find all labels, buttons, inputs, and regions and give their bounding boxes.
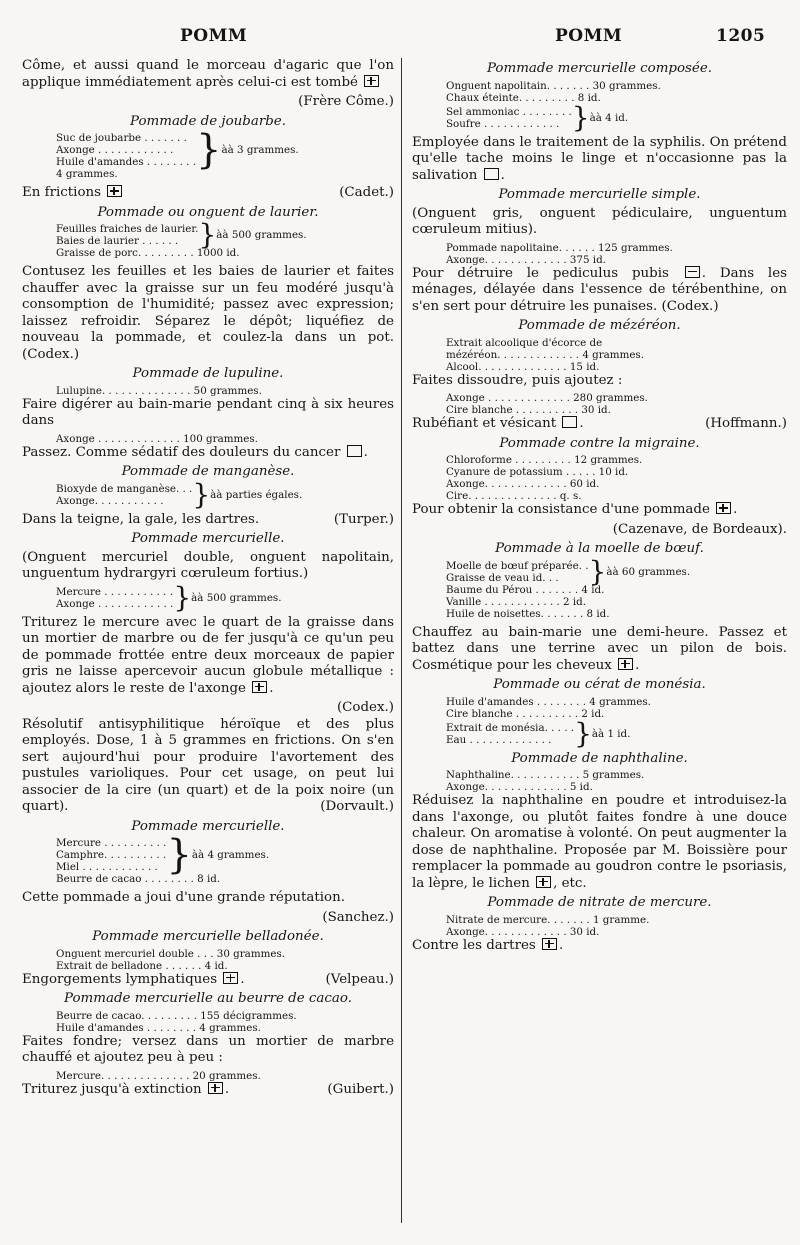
citation: (Velpeau.) — [325, 971, 394, 987]
ingredient-line — [412, 478, 599, 490]
ingredient-table — [22, 218, 307, 259]
ingredient-line — [22, 385, 262, 397]
ingredient-table — [412, 554, 691, 620]
brace-symbol: } — [166, 832, 192, 878]
ingredient-name: Feuilles fraiches de laurier. — [56, 223, 199, 235]
citation: (Hoffmann.) — [705, 416, 787, 431]
recipe-heading: Pommade de joubarbe. — [130, 113, 286, 129]
ingredient-line — [412, 696, 651, 708]
ingredient-text: Beurre de cacao. . . . . . . . . 155 décigrammes. — [56, 1009, 297, 1022]
brace-symbol: } — [192, 477, 211, 511]
ingredient-name: Huile d'amandes . . . . . . . . — [56, 156, 196, 168]
ingredient-line: 4 grammes. — [56, 168, 118, 180]
ingredient-text: Chaux éteinte. . . . . . . . . 8 id. — [446, 91, 601, 104]
ingredient-line — [412, 781, 593, 793]
empty-box-icon — [484, 168, 499, 180]
ingredient-name: Axonge . . . . . . . . . . . . — [56, 144, 174, 156]
brace-symbol: } — [574, 716, 592, 750]
recipe-heading: Pommade mercurielle composée. — [486, 61, 713, 76]
ingredient-name: Soufre . . . . . . . . . . . . — [446, 117, 560, 130]
paragraph: Dans la teigne, la gale, les dartres. (Turper.) — [22, 511, 394, 527]
ingredient-line — [412, 349, 644, 361]
ingredient-text: Huile d'amandes . . . . . . . . 4 grammes. — [56, 1021, 261, 1034]
recipe-heading: Pommade contre la migraine. — [499, 435, 700, 451]
brace-symbol: } — [196, 127, 222, 173]
minus-box-icon — [685, 266, 700, 278]
ingredient-text: Axonge. . . . . . . . . . . . . 5 id. — [446, 781, 593, 793]
ingredient-line — [22, 433, 258, 445]
ingredient-text: Cire blanche . . . . . . . . . . 30 id. — [446, 404, 611, 416]
ingredient-line — [22, 1022, 261, 1034]
ingredient-line — [22, 960, 228, 972]
plus-box-icon — [364, 75, 379, 87]
running-head-left: POMM — [180, 26, 248, 46]
ingredient-text: Lulupine. . . . . . . . . . . . . . 50 grammes. — [56, 384, 262, 397]
ingredient-text: Chloroforme . . . . . . . . . 12 grammes. — [446, 454, 643, 466]
recipe-heading: Pommade mercurielle simple. — [498, 187, 701, 202]
ingredient-line — [412, 926, 599, 938]
paragraph: Triturez jusqu'à extinction . (Guibert.) — [22, 1081, 394, 1097]
recipe-heading: Pommade à la moelle de bœuf. — [495, 541, 704, 556]
ingredient-line: Vanille . . . . . . . . . . . . 2 id. — [446, 595, 587, 608]
recipe-heading: Pommade mercurielle. — [131, 818, 285, 834]
ingredient-text: Axonge . . . . . . . . . . . . . 280 grammes. — [446, 392, 648, 404]
ingredient-line — [412, 404, 611, 416]
paragraph: Rubéfiant et vésicant . (Hoffmann.) — [412, 416, 787, 431]
ingredient-name: Mercure . . . . . . . . . . — [56, 837, 167, 849]
ingredient-line: Graisse de porc. . . . . . . . . 1000 id. — [56, 247, 240, 259]
ingredient-quantity: àà 3 grammes. — [221, 144, 299, 156]
plus-box-icon — [107, 185, 122, 197]
ingredient-name: Axonge. . . . . . . . . . . — [56, 494, 164, 507]
ingredient-text: Cyanure de potassium . . . . . 10 id. — [446, 466, 629, 478]
ingredient-line — [412, 242, 673, 254]
citation: (Sanchez.) — [322, 909, 394, 925]
recipe-heading: Pommade de manganèse. — [121, 464, 295, 479]
plus-box-icon — [208, 1082, 223, 1094]
ingredient-name: Graisse de veau id. . . — [446, 571, 559, 584]
paragraph: Cette pommade a joui d'une grande réputation. — [22, 890, 346, 905]
citation: (Guibert.) — [327, 1081, 394, 1097]
ingredient-text: Huile d'amandes . . . . . . . . 4 grammes. — [446, 695, 651, 708]
ingredient-text: Cire blanche . . . . . . . . . . 2 id. — [446, 707, 605, 720]
ingredient-table — [412, 716, 631, 750]
plus-box-icon — [252, 681, 267, 693]
ingredient-line: Beurre de cacao . . . . . . . . 8 id. — [56, 873, 221, 885]
ingredient-text: Mercure. . . . . . . . . . . . . . 20 grammes. — [56, 1069, 261, 1082]
paragraph: Triturez le mercure avec le quart de la graisse dans un mortier de marbre ou de fer jusqu'à ce qu'un peu de pommade frottée entre deux morceaux de papier gris ne laisse apercevoir aucun globule métallique : ajoutez alors le reste de l'axonge . — [22, 614, 394, 696]
paragraph: (Onguent mercuriel double, onguent napolitain, unguentum hydrargyri cœruleum fortius.) — [22, 549, 394, 581]
recipe-heading: Pommade ou cérat de monésia. — [493, 677, 706, 692]
paragraph: Contre les dartres . — [412, 937, 564, 953]
ingredient-text: Alcool. . . . . . . . . . . . . . 15 id. — [446, 360, 600, 373]
page-number: 1205 — [716, 26, 766, 46]
paragraph: Contusez les feuilles et les baies de laurier et faites chauffer avec la graisse sur un feu modéré jusqu'à consomption de l'humidité; passez avec expression; laissez refroidir. Séparez le dépôt; liquéfiez de nouveau la pommade, et coulez-la dans un pot. (Codex.) — [22, 264, 394, 362]
ingredient-text: Axonge. . . . . . . . . . . . . 30 id. — [446, 925, 600, 938]
ingredient-text: Cire. . . . . . . . . . . . . . q. s. — [446, 490, 582, 502]
paragraph: Côme, et aussi quand le morceau d'agaric que l'on applique immédiatement après celui-ci est tombé — [22, 58, 394, 90]
ingredient-line — [412, 361, 599, 373]
citation: (Frère Côme.) — [298, 94, 394, 109]
citation: (Cadet.) — [339, 185, 394, 200]
ingredient-name: Miel . . . . . . . . . . . . — [56, 861, 158, 873]
plus-box-icon — [536, 876, 551, 888]
paragraph: Faites dissoudre, puis ajoutez : — [412, 372, 623, 388]
ingredient-text: Extrait alcoolique d'écorce de — [446, 336, 603, 349]
ingredient-quantity: àà parties égales. — [210, 488, 303, 501]
ingredient-text: Onguent mercuriel double . . . 30 grammes. — [56, 947, 286, 960]
ingredient-quantity: àà 4 grammes. — [191, 849, 270, 861]
ingredient-name: Baies de laurier . . . . . . — [56, 235, 179, 247]
ingredient-line — [412, 80, 661, 92]
paragraph: Faites fondre; versez dans un mortier de marbre chauffé et ajoutez peu à peu : — [22, 1033, 394, 1065]
paragraph: En frictions (Cadet.) — [22, 185, 394, 200]
plus-box-icon — [618, 658, 633, 670]
ingredient-text: Axonge. . . . . . . . . . . . . 60 id. — [446, 478, 600, 490]
ingredient-line — [412, 392, 648, 404]
ingredient-text: Axonge . . . . . . . . . . . . . 100 grammes. — [56, 432, 258, 445]
citation: (Dorvault.) — [320, 799, 394, 814]
citation: (Turper.) — [333, 511, 394, 527]
recipe-heading: Pommade mercurielle au beurre de cacao. — [64, 991, 352, 1006]
ingredient-line — [412, 490, 582, 502]
brace-symbol: } — [571, 100, 590, 134]
plus-box-icon — [716, 502, 731, 514]
ingredient-name: Eau . . . . . . . . . . . . . — [446, 733, 552, 746]
paragraph: Pour obtenir la consistance d'une pommade . — [412, 502, 738, 517]
recipe-heading: Pommade mercurielle. — [131, 531, 285, 546]
ingredient-name: Mercure . . . . . . . . . . . — [56, 585, 173, 598]
citation: (Codex.) — [336, 700, 394, 715]
brace-symbol: } — [588, 554, 607, 588]
ingredient-text: Naphthaline. . . . . . . . . . . 5 grammes. — [446, 769, 645, 781]
column-divider — [401, 58, 402, 1223]
ingredient-line — [412, 769, 644, 781]
ingredient-table — [22, 127, 299, 180]
paragraph: Passez. Comme sédatif des douleurs du cancer . — [22, 444, 368, 460]
paragraph: Faire digérer au bain-marie pendant cinq à six heures dans — [22, 396, 394, 428]
brace-symbol: } — [173, 580, 192, 614]
ingredient-line — [412, 454, 642, 466]
ingredient-name: Moelle de bœuf préparée. . — [446, 559, 589, 572]
paragraph: Réduisez la naphthaline en poudre et introduisez-la dans l'axonge, ou plutôt faites fondre à une douce chaleur. On aromatise à volonté. On peut augmenter la dose de naphthaline. Proposée par M. Boissière pour remplacer la pommade au goudron contre le psoriasis, la lèpre, le lichen , etc. — [412, 793, 787, 891]
running-head-right: POMM — [555, 26, 623, 46]
ingredient-quantity: àà 4 id. — [589, 111, 629, 124]
ingredient-text: mézéréon. . . . . . . . . . . . . 4 grammes. — [446, 348, 644, 361]
plus-box-icon — [542, 938, 557, 950]
recipe-heading: Pommade de lupuline. — [132, 366, 284, 381]
ingredient-line — [412, 337, 602, 349]
ingredient-table — [412, 100, 629, 134]
empty-box-icon — [562, 416, 577, 428]
ingredient-name: Bioxyde de manganèse. . . — [56, 482, 193, 495]
ingredient-table — [22, 580, 282, 614]
recipe-heading: Pommade de naphthaline. — [511, 750, 688, 766]
ingredient-line — [412, 466, 628, 478]
paragraph: Chauffez au bain-marie une demi-heure. Passez et battez dans une terrine avec un pilon de bois. Cosmétique pour les cheveux . — [412, 624, 787, 673]
ingredient-name: Sel ammoniac . . . . . . . . — [446, 105, 572, 118]
ingredient-quantity: àà 500 grammes. — [216, 229, 307, 241]
citation: (Cazenave, de Bordeaux). — [612, 521, 787, 537]
ingredient-text: Axonge. . . . . . . . . . . . . 375 id. — [446, 253, 606, 266]
ingredient-text: Extrait de belladone . . . . . . 4 id. — [56, 959, 228, 972]
left-column — [22, 58, 394, 1101]
recipe-heading: Pommade ou onguent de laurier. — [97, 204, 319, 220]
ingredient-quantity: àà 500 grammes. — [191, 591, 282, 604]
recipe-heading: Pommade de mézéréon. — [518, 318, 681, 333]
paragraph: Engorgements lymphatiques . (Velpeau.) — [22, 971, 394, 987]
paragraph: (Onguent gris, onguent pédiculaire, unguentum cœruleum mitius). — [412, 205, 787, 237]
ingredient-quantity: àà 60 grammes. — [606, 565, 691, 578]
ingredient-text: Onguent napolitain. . . . . . . 30 grammes. — [446, 79, 661, 92]
ingredient-table — [22, 477, 303, 511]
ingredient-text: Nitrate de mercure. . . . . . . 1 gramme. — [446, 913, 650, 926]
page-header — [0, 26, 800, 52]
ingredient-line — [22, 1010, 297, 1022]
ingredient-line — [412, 914, 649, 926]
ingredient-line — [22, 1070, 261, 1082]
plus-box-icon — [223, 972, 238, 984]
right-column — [412, 58, 787, 957]
ingredient-quantity: àà 1 id. — [591, 727, 631, 740]
ingredient-name: Suc de joubarbe . . . . . . . — [56, 132, 187, 144]
empty-box-icon — [347, 445, 362, 457]
ingredient-name: Axonge . . . . . . . . . . . . — [56, 597, 174, 610]
paragraph: Employée dans le traitement de la syphilis. On prétend qu'elle tache moins le linge et n'occasionne pas la salivation . — [412, 134, 787, 183]
ingredient-line: Baume du Pérou . . . . . . . 4 id. — [446, 583, 605, 596]
ingredient-line: Huile de noisettes. . . . . . . 8 id. — [446, 607, 610, 620]
ingredient-text: Pommade napolitaine. . . . . . 125 grammes. — [446, 241, 673, 254]
ingredient-name: Camphre. . . . . . . . . . — [56, 849, 167, 861]
ingredient-name: Extrait de monésia. . . . . — [446, 721, 575, 734]
recipe-heading: Pommade de nitrate de mercure. — [487, 895, 712, 910]
ingredient-line — [22, 948, 285, 960]
ingredient-line — [412, 254, 606, 266]
paragraph: Pour détruire le pediculus pubis . Dans les ménages, délayée dans l'essence de térébenthine, on s'en sert pour détruire les punaises. (Codex.) — [412, 265, 787, 314]
brace-symbol: } — [198, 218, 217, 251]
paragraph: Résolutif antisyphilitique héroïque et des plus employés. Dose, 1 à 5 grammes en frictions. On s'en sert aujourd'hui pour produire l'avortement des pustules varioliques. Pour cet usage, on peut lui associer de la cire (un quart) et de la poix noire (un quart). (Dorvault.) — [22, 716, 394, 814]
recipe-heading: Pommade mercurielle belladonée. — [92, 929, 324, 944]
ingredient-table — [22, 832, 270, 885]
